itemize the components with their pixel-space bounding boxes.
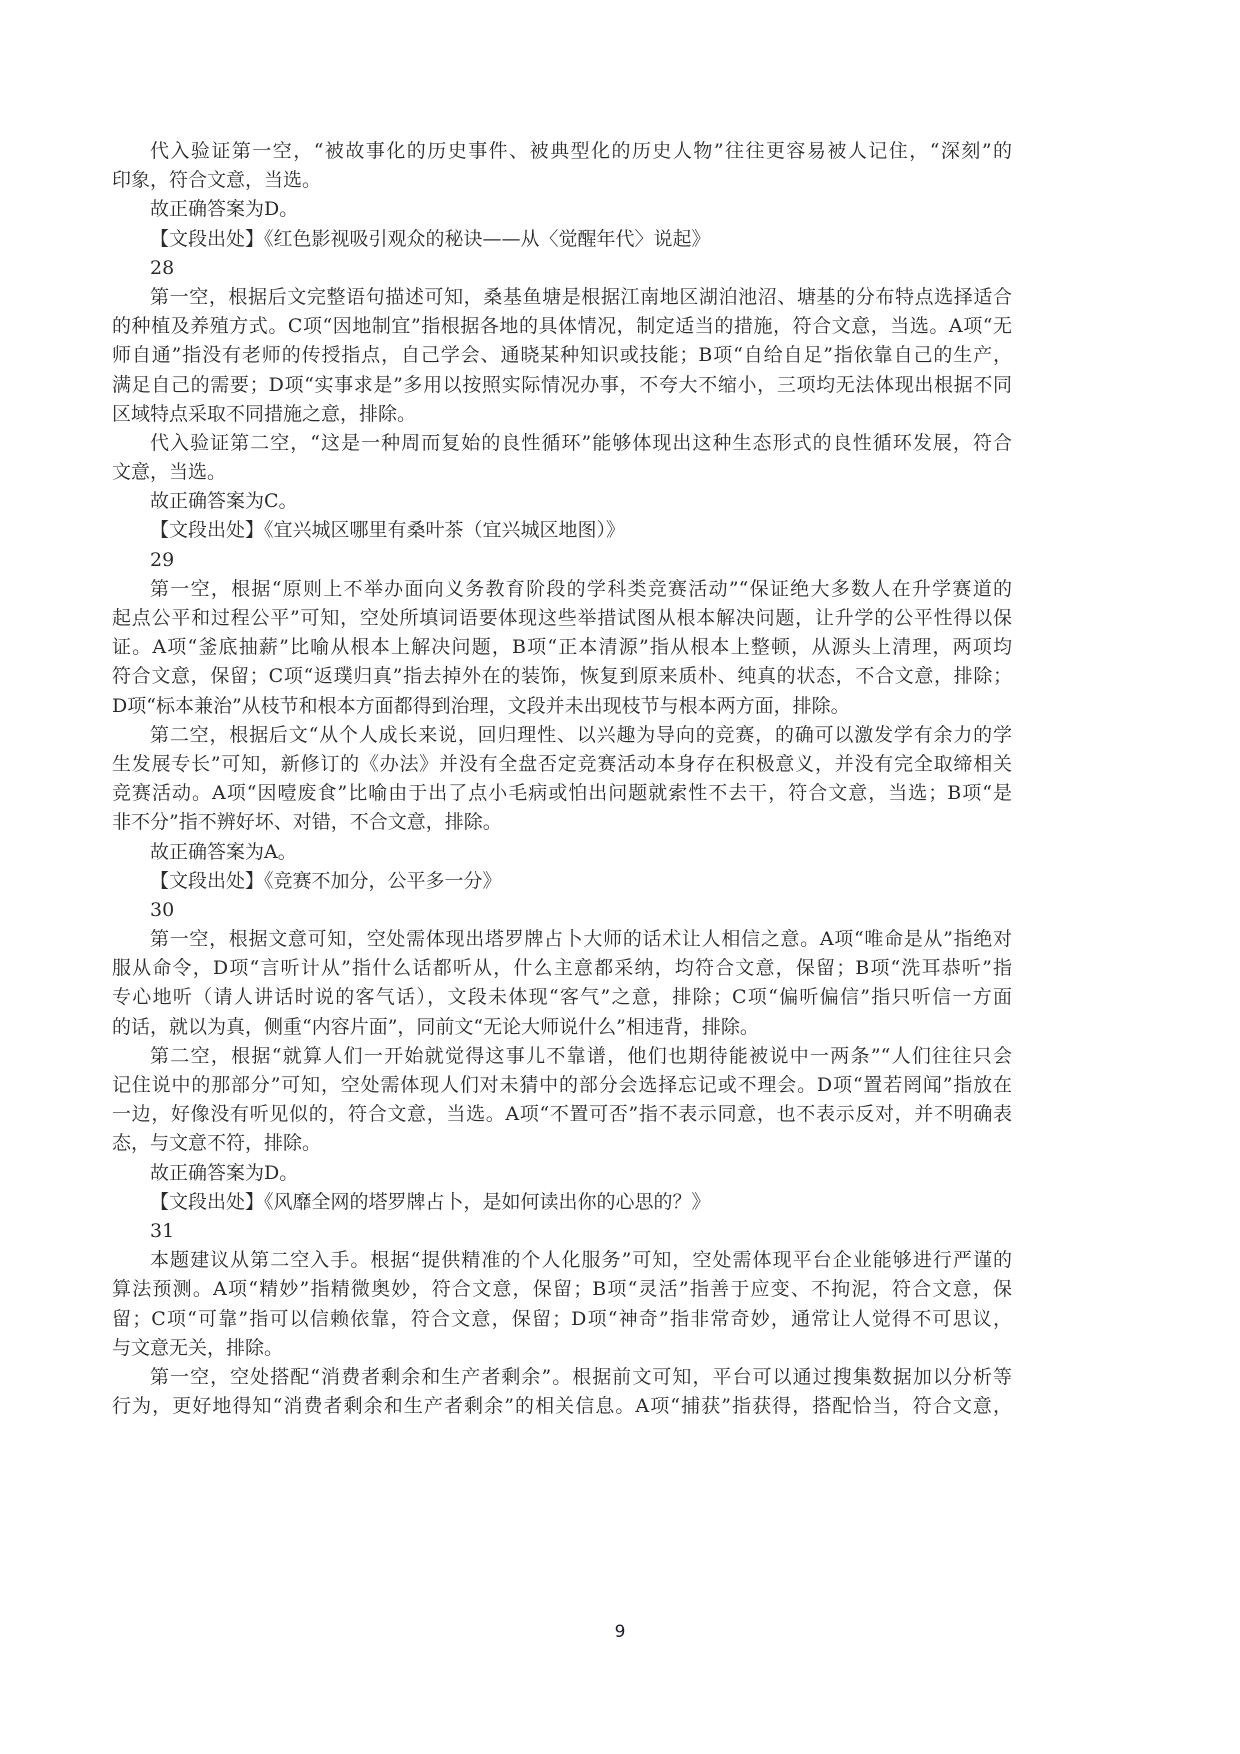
text-line: 留；C项“可靠”指可以信赖依靠，符合文意，保留；D项“神奇”指非常奇妙，通常让人觉得不可思议，	[112, 1307, 1012, 1330]
text-line: 与文意无关，排除。	[112, 1336, 284, 1359]
text-line: 故正确答案为D。	[150, 1161, 299, 1184]
text-line: 的话，就以为真，侧重“内容片面”，同前文“无论大师说什么”相违背，排除。	[112, 1015, 759, 1038]
text-line: 非不分”指不辨好坏、对错，不合文意，排除。	[112, 811, 502, 834]
page-number: 9	[614, 1622, 626, 1642]
text-line: 第二空，根据“就算人们一开始就觉得这事儿不靠谱，他们也期待能被说中一两条”“人们往往只会	[150, 1044, 1012, 1067]
text-line: 第一空，根据“原则上不举办面向义务教育阶段的学科类竞赛活动”“保证绝大多数人在升学赛道的	[150, 577, 1012, 600]
text-line: 故正确答案为D。	[150, 198, 299, 221]
text-line: 师自通”指没有老师的传授指点，自己学会、通晓某种知识或技能；B项“自给自足”指依靠自己的生产，	[112, 344, 1012, 367]
text-line: 生发展专长”可知，新修订的《办法》并没有全盘否定竞赛活动本身存在积极意义，并没有完全取缔相关	[112, 752, 1012, 775]
text-line: 印象，符合文意，当选。	[112, 169, 322, 192]
text-line: 行为，更好地得知“消费者剩余和生产者剩余”的相关信息。A项“捕获”指获得，搭配恰当，符合文意，	[112, 1395, 1012, 1418]
text-line: 服从命令，D项“言听计从”指什么话都听从，什么主意都采纳，均符合文意，保留；B项“洗耳恭听”指	[112, 957, 1012, 980]
text-line: 本题建议从第二空入手。根据“提供精准的个人化服务”可知，空处需体现平台企业能够进行严谨的	[150, 1249, 1012, 1272]
text-line: 代入验证第一空，“被故事化的历史事件、被典型化的历史人物”往往更容易被人记住，“深刻”的	[150, 140, 1012, 162]
text-line: 态，与文意不符，排除。	[112, 1132, 322, 1155]
text-line: 算法预测。A项“精妙”指精微奥妙，符合文意，保留；B项“灵活”指善于应变、不拘泥，符合文意，保	[112, 1278, 1012, 1301]
text-line: 29	[150, 548, 175, 571]
text-line: 代入验证第二空，“这是一种周而复始的良性循环”能够体现出这种生态形式的良性循环发展，符合	[150, 431, 1012, 454]
text-line: 记住说中的那部分”可知，空处需体现人们对未猜中的部分会选择忘记或不理会。D项“置若罔闻”指放在	[112, 1074, 1012, 1096]
text-line: 一边，好像没有听见似的，符合文意，当选。A项“不置可否”指不表示同意，也不表示反对，并不明确表	[112, 1103, 1012, 1126]
text-line: 【文段出处】《竞赛不加分，公平多一分》	[150, 869, 502, 892]
document-body	[112, 137, 1012, 1421]
text-line: 第一空，根据文意可知，空处需体现出塔罗牌占卜大师的话术让人相信之意。A项“唯命是从”指绝对	[150, 928, 1012, 951]
text-line: 文意，当选。	[112, 461, 227, 484]
text-line: 【文段出处】《宜兴城区哪里有桑叶茶（宜兴城区地图）》	[150, 519, 626, 542]
text-line: 起点公平和过程公平”可知，空处所填词语要体现这些举措试图从根本解决问题，让升学的公平性得以保	[112, 607, 1012, 629]
text-line: 【文段出处】《红色影视吸引观众的秘诀——从〈觉醒年代〉说起》	[150, 227, 711, 250]
text-line: 区域特点采取不同措施之意，排除。	[112, 402, 417, 425]
text-line: 竞赛活动。A项“因噎废食”比喻由于出了点小毛病或怕出问题就索性不去干，符合文意，当选；B项“是	[112, 782, 1012, 805]
text-line: 符合文意，保留；C项“返璞归真”指去掉外在的装饰，恢复到原来质朴、纯真的状态，不合文意，排除；	[112, 665, 1012, 688]
text-line: 专心地听（请人讲话时说的客气话），文段未体现“客气”之意，排除；C项“偏听偏信”指只听信一方面	[112, 986, 1012, 1009]
text-line: 【文段出处】《风靡全网的塔罗牌占卜，是如何读出你的心思的？》	[150, 1190, 711, 1213]
text-line: D项“标本兼治”从枝节和根本方面都得到治理，文段并未出现枝节与根本两方面，排除。	[112, 694, 850, 717]
text-line: 30	[150, 898, 175, 921]
text-line: 故正确答案为C。	[150, 490, 298, 513]
text-line: 第二空，根据后文“从个人成长来说，回归理性、以兴趣为导向的竞赛，的确可以激发学有余力的学	[150, 723, 1012, 746]
text-line: 31	[150, 1219, 175, 1242]
text-line: 第一空，根据后文完整语句描述可知，桑基鱼塘是根据江南地区湖泊池沼、塘基的分布特点选择适合	[150, 285, 1012, 308]
text-line: 的种植及养殖方式。C项“因地制宜”指根据各地的具体情况，制定适当的措施，符合文意，当选。A项“无	[112, 315, 1012, 338]
text-line: 证。A项“釜底抽薪”比喻从根本上解决问题，B项“正本清源”指从根本上整顿，从源头上清理，两项均	[112, 636, 1012, 659]
text-line: 满足自己的需要；D项“实事求是”多用以按照实际情况办事，不夸大不缩小，三项均无法体现出根据不同	[112, 373, 1012, 396]
text-line: 28	[150, 256, 175, 279]
text-line: 故正确答案为A。	[150, 840, 297, 863]
text-line: 第一空，空处搭配“消费者剩余和生产者剩余”。根据前文可知，平台可以通过搜集数据加以分析等	[150, 1365, 1012, 1388]
